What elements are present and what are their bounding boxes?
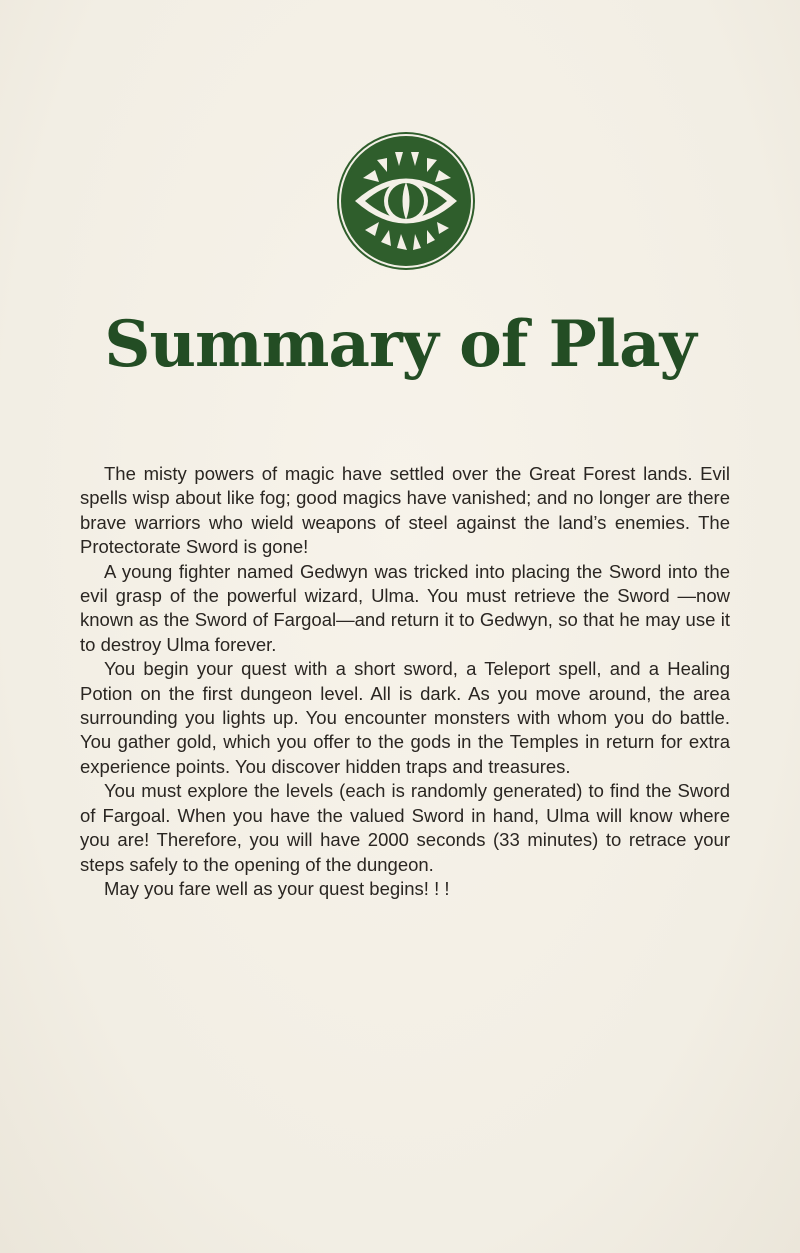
paragraph: You must explore the levels (each is randomly generated) to find the Sword of Fargoal. When you have the valued Sword in hand, Ulma will know where you are! Therefore, you will have 2000 seconds (33 minutes) to retrace your steps safely to the opening of the dungeon.	[80, 780, 730, 875]
paragraph: You begin your quest with a short sword, a Teleport spell, and a Healing Potion on the first dungeon level. All is dark. As you move around, the area surrounding you lights up. You encounter monsters with whom you do battle. You gather gold, which you offer to the gods in the Temples in return for extra experience points. You discover hidden traps and treasures.	[80, 658, 730, 777]
eye-emblem-icon	[335, 130, 477, 272]
summary-text	[80, 462, 730, 901]
paragraph: May you fare well as your quest begins! ! !	[104, 877, 450, 899]
page-title: Summary of Play	[104, 307, 696, 382]
paragraph: A young fighter named Gedwyn was tricked into placing the Sword into the evil grasp of the powerful wizard, Ulma. You must retrieve the Sword —now known as the Sword of Fargoal—and return it to Gedwyn, so that he may use it to destroy Ulma forever.	[80, 560, 730, 655]
paragraph: The misty powers of magic have settled over the Great Forest lands. Evil spells wisp about like fog; good magics have vanished; and no longer are there brave warriors who wield weapons of steel against the land’s enemies. The Protectorate Sword is gone!	[80, 463, 730, 558]
